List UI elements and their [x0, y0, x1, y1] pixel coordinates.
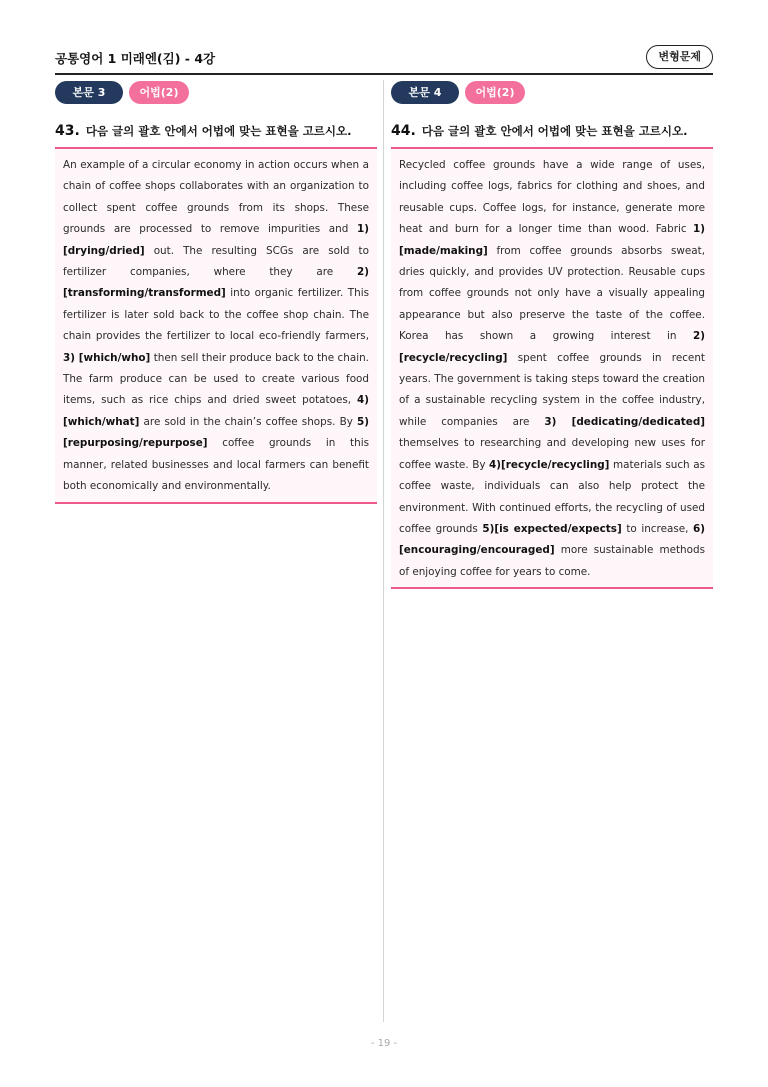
blank-choice: 4)[recycle/recycling] [489, 458, 610, 471]
grammar-tag: 어법(2) [465, 81, 525, 104]
grammar-tag: 어법(2) [129, 81, 189, 104]
column-divider [383, 80, 384, 1022]
blank-choice: 6) [encouraging/encouraged] [399, 522, 706, 557]
type-badge: 변형문제 [646, 45, 713, 69]
question-tags [391, 81, 713, 105]
passage-text: An example of a circular economy in action occurs when a chain of coffee shops collaborates with an organization to collect spent coffee grounds from its shops. These grounds are processed to remove impurities and [63, 159, 369, 236]
question-44-prompt [391, 123, 713, 139]
page-title: 공통영어 1 미래엔(김) - 4강 [55, 51, 216, 66]
blank-choice: 1)[drying/dried] [63, 223, 369, 257]
blank-choice: 2) [recycle/recycling] [399, 330, 705, 364]
question-number: 43. [55, 123, 80, 139]
passage-text: from coffee grounds absorbs sweat, dries quickly, and provides UV protection. Reusable cups from coffee grounds not only have a visually appealing appearance but also preserve the taste of the coffee. Korea has shown a growing interest in [399, 244, 705, 343]
passage-text: then sell their produce back to the chain. The farm produce can be used to create various food items, such as rice chips and dried sweet potatoes, [63, 351, 369, 407]
question-text: 다음 글의 괄호 안에서 어법에 맞는 표현을 고르시오. [85, 124, 352, 138]
passage-text: materials such as coffee waste, individuals can also help protect the environment. With continued efforts, the recycling of used coffee grounds [399, 458, 705, 535]
blank-choice: 3) [which/who] [63, 351, 151, 364]
blank-choice: 1)[made/making] [399, 223, 705, 257]
blank-choice: 2)[transforming/transformed] [63, 266, 369, 300]
blank-choice: 5)[repurposing/repurpose] [63, 415, 369, 450]
passage-text: into organic fertilizer. This fertilizer is later sold back to the coffee shop chain. The chain provides the fertilizer to local eco-friendly farmers, [63, 287, 369, 343]
header-divider [55, 73, 713, 75]
blank-choice: 4)[which/what] [63, 394, 369, 428]
passage-text: spent coffee grounds in recent years. The government is taking steps toward the creation of a sustainable recycling system in the coffee industry, while companies are [399, 351, 705, 428]
passage-text: themselves to researching and developing new uses for coffee waste. By [399, 437, 705, 471]
passage-text: are sold in the chain’s coffee shops. By [139, 415, 358, 428]
passage-text: Recycled coffee grounds have a wide range of uses, including coffee logs, fabrics for clothing and shoes, and reusable cups. Coffee logs, for instance, generate more heat and burn for a longer time than wood. Fabric [399, 159, 705, 236]
passage-text: to increase, [621, 522, 694, 535]
question-43-column [55, 81, 377, 504]
question-number: 44. [391, 123, 416, 139]
passage-text: out. The resulting SCGs are sold to fertilizer companies, where they are [63, 244, 369, 279]
passage-tag: 본문 3 [55, 81, 123, 104]
passage-box [55, 147, 377, 504]
blank-choice: 3) [dedicating/dedicated] [544, 415, 706, 428]
passage-text: coffee grounds in this manner, related businesses and local farmers can benefit both economically and environmentally. [63, 437, 369, 493]
page-header [55, 45, 713, 73]
page-number: - 19 - [370, 1038, 398, 1049]
question-44-column [391, 81, 713, 589]
question-text: 다음 글의 괄호 안에서 어법에 맞는 표현을 고르시오. [421, 124, 688, 138]
passage-box [391, 147, 713, 589]
passage-text: more sustainable methods of enjoying coffee for years to come. [399, 544, 705, 578]
question-tags [55, 81, 377, 105]
blank-choice: 5)[is expected/expects] [482, 522, 622, 535]
passage-tag: 본문 4 [391, 81, 459, 104]
question-43-prompt [55, 123, 377, 139]
